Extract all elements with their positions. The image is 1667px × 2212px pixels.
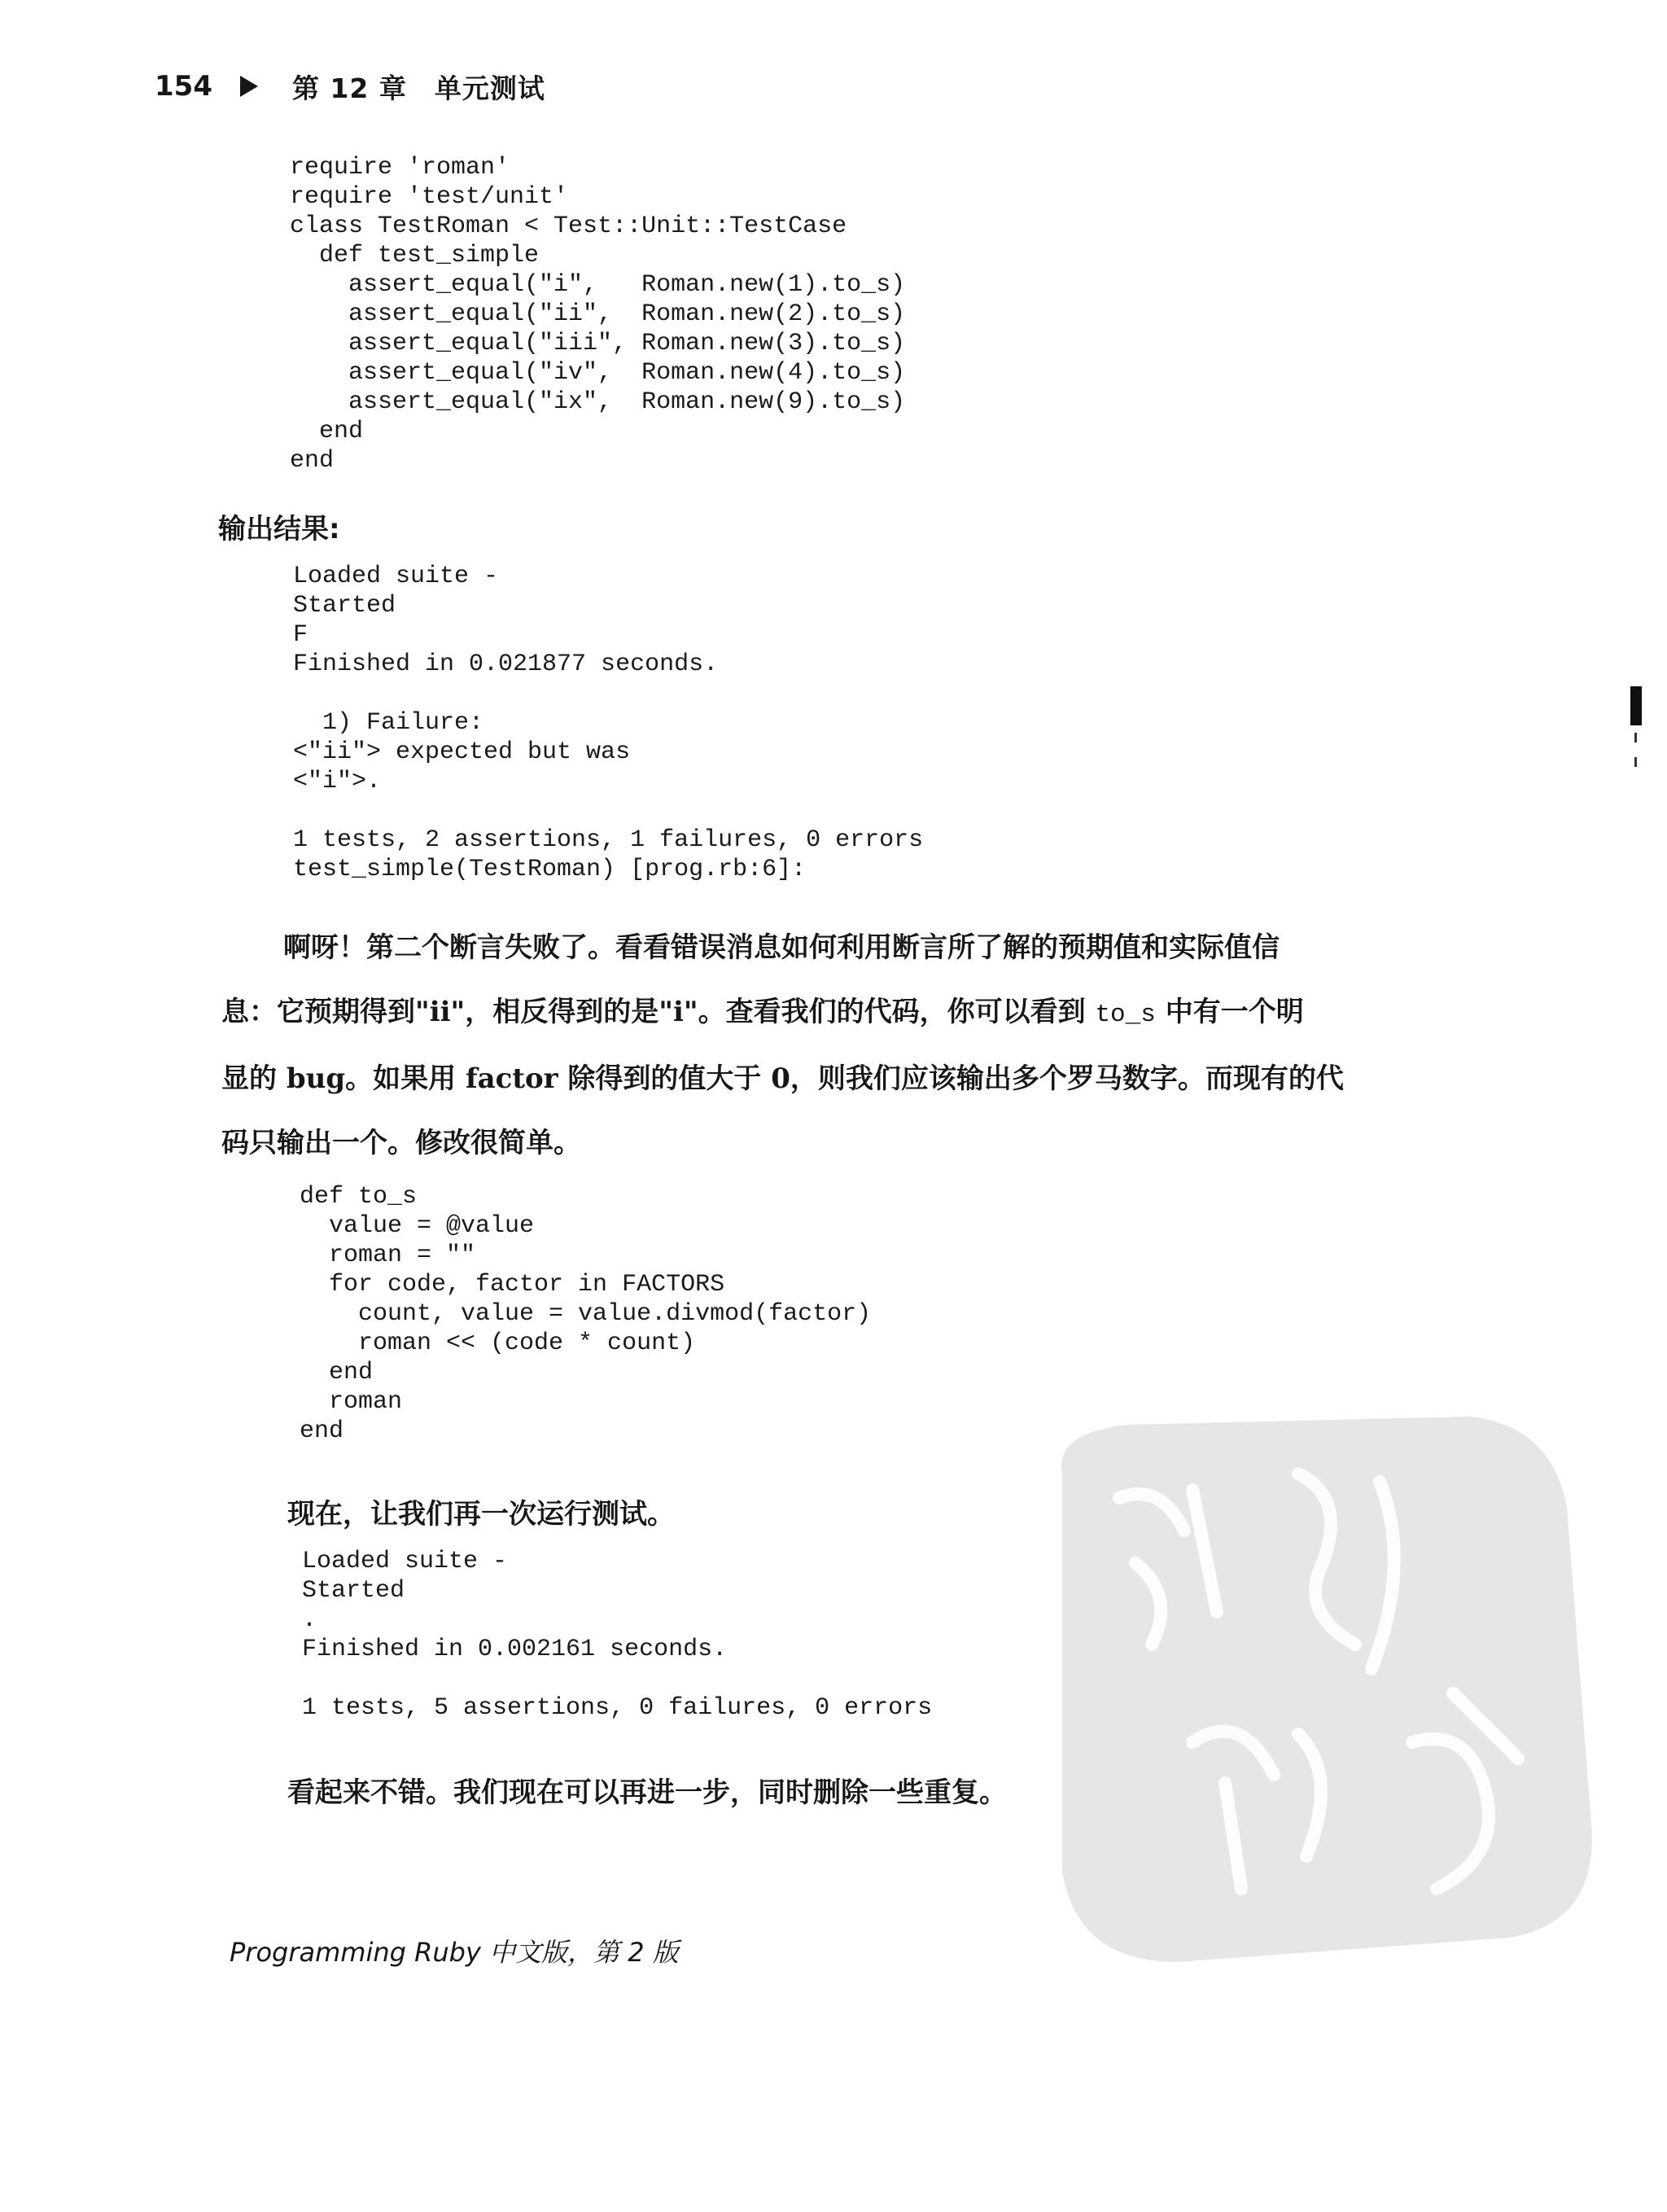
closing-sentence: 看起来不错。我们现在可以再进一步，同时删除一些重复。 [287, 1776, 1007, 1809]
output-block-failure: Loaded suite - Started F Finished in 0.021877 seconds. 1) Failure: <"ii"> expected but was <"i">. 1 tests, 2 assertions, 1 failures, 0 errors test_simple(TestRoman) [prog.rb:6]: [293, 563, 924, 883]
inline-code-to-s: to_s [1095, 1001, 1156, 1029]
chapter-title: 第 12 章 单元测试 [291, 72, 545, 104]
code-block-to-s: def to_s value = @value roman = "" for code, factor in FACTORS count, value = value.divmod(factor) roman << (code * count) end roman end [300, 1183, 872, 1445]
page-number: 154 [155, 70, 212, 103]
watermark-seal [1030, 1400, 1599, 1970]
paragraph-line-2-start: 息：它预期得到"ii"，相反得到的是"i"。查看我们的代码，你可以看到 [221, 996, 1096, 1028]
page-footer: Programming Ruby 中文版，第 2 版 [230, 1937, 679, 1968]
thumb-index-tick [1634, 733, 1637, 742]
output-block-success: Loaded suite - Started . Finished in 0.002161 seconds. 1 tests, 5 assertions, 0 failures, 0 errors [302, 1548, 933, 1722]
paragraph-line-1: 啊呀！第二个断言失败了。看看错误消息如何利用断言所了解的预期值和实际值信 [283, 931, 1280, 964]
output-label: 输出结果: [218, 513, 340, 545]
explanation-paragraph [221, 916, 1416, 1176]
paragraph-line-3: 显的 bug。如果用 factor 除得到的值大于 0，则我们应该输出多个罗马数字。而现有的代 [221, 1062, 1344, 1095]
rerun-sentence: 现在，让我们再一次运行测试。 [287, 1498, 675, 1531]
page-header [155, 64, 545, 109]
thumb-index-tab [1630, 686, 1642, 725]
triangle-icon [240, 76, 258, 97]
code-block-test: require 'roman' require 'test/unit' class TestRoman < Test::Unit::TestCase def test_simple assert_equal("i", Roman.new(1).to_s) assert_equal("ii", Roman.new(2).to_s) assert_equal("iii", Roman.new(3).to_s) assert_equal("iv", Roman.new(4).to_s) assert_equal("ix", Roman.new(9).to_s) end end [290, 154, 906, 475]
thumb-index-tick [1634, 757, 1637, 767]
paragraph-line-2 [221, 980, 1416, 1047]
paragraph-line-4: 码只输出一个。修改很简单。 [221, 1127, 581, 1159]
paragraph-line-2-end: 中有一个明 [1155, 996, 1304, 1028]
